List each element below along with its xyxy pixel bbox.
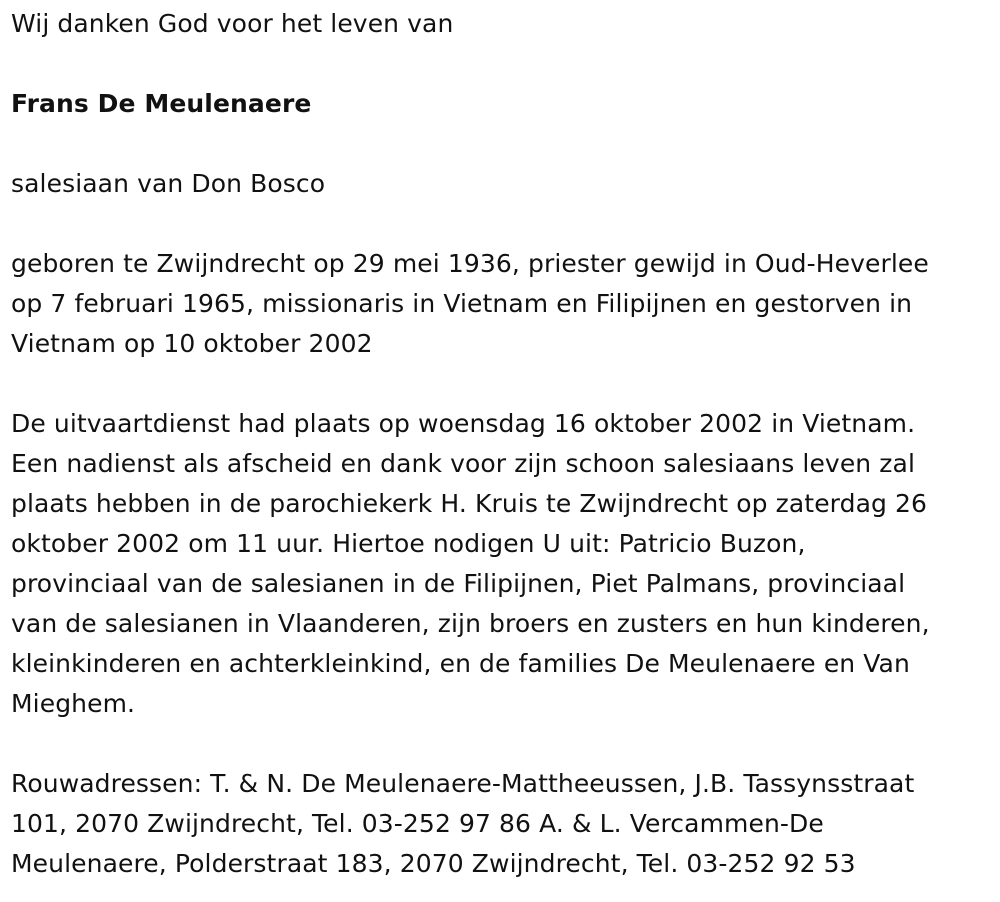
address-line: Meulenaere, Polderstraat 183, 2070 Zwijndrecht, Tel. 03-252 92 53 bbox=[11, 849, 856, 878]
service-line: Mieghem. bbox=[11, 689, 136, 718]
service-line: oktober 2002 om 11 uur. Hiertoe nodigen U uit: Patricio Buzon, bbox=[11, 529, 806, 558]
service-line: De uitvaartdienst had plaats op woensdag 16 oktober 2002 in Vietnam. bbox=[11, 409, 916, 438]
addresses-paragraph bbox=[11, 764, 986, 884]
intro-text: Wij danken God voor het leven van bbox=[11, 9, 454, 38]
biography-paragraph bbox=[11, 244, 986, 364]
biography-line: Vietnam op 10 oktober 2002 bbox=[11, 329, 373, 358]
service-line: kleinkinderen en achterkleinkind, en de families De Meulenaere en Van bbox=[11, 649, 910, 678]
service-line: van de salesianen in Vlaanderen, zijn broers en zusters en hun kinderen, bbox=[11, 609, 930, 638]
service-line: provinciaal van de salesianen in de Filipijnen, Piet Palmans, provinciaal bbox=[11, 569, 906, 598]
address-line: 101, 2070 Zwijndrecht, Tel. 03-252 97 86 A. & L. Vercammen-De bbox=[11, 809, 824, 838]
role-text: salesiaan van Don Bosco bbox=[11, 169, 326, 198]
deceased-name: Frans De Meulenaere bbox=[11, 89, 312, 118]
obituary-document bbox=[11, 4, 986, 884]
service-paragraph bbox=[11, 404, 986, 724]
service-line: plaats hebben in de parochiekerk H. Kruis te Zwijndrecht op zaterdag 26 bbox=[11, 489, 928, 518]
service-line: Een nadienst als afscheid en dank voor zijn schoon salesiaans leven zal bbox=[11, 449, 915, 478]
address-line: Rouwadressen: T. & N. De Meulenaere-Mattheeussen, J.B. Tassynsstraat bbox=[11, 769, 915, 798]
biography-line: geboren te Zwijndrecht op 29 mei 1936, priester gewijd in Oud-Heverlee bbox=[11, 249, 929, 278]
biography-line: op 7 februari 1965, missionaris in Vietnam en Filipijnen en gestorven in bbox=[11, 289, 913, 318]
